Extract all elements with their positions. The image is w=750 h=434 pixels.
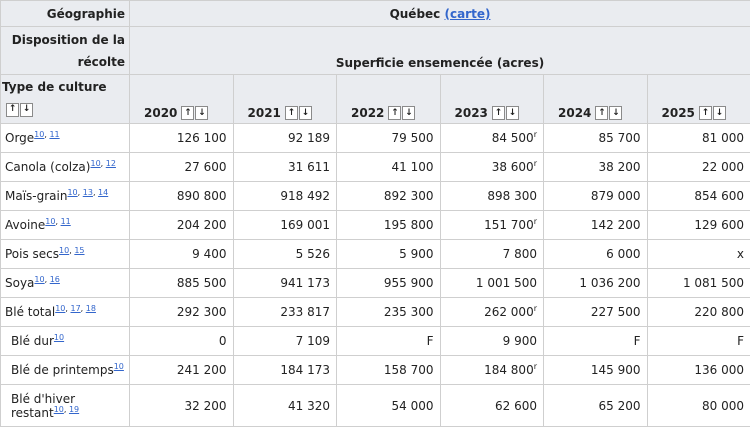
- cell-value: 1 001 500: [475, 276, 537, 290]
- value-cell: [130, 356, 234, 385]
- sort-descending-icon[interactable]: ↓: [195, 106, 208, 120]
- value-cell: [647, 327, 750, 356]
- cell-value: 5 526: [295, 247, 330, 261]
- sort-ascending-icon[interactable]: ↑: [388, 106, 401, 120]
- cell-value: 204 200: [176, 218, 227, 232]
- cell-value: 9 900: [502, 334, 537, 348]
- cell-value: 184 800: [484, 363, 534, 377]
- value-cell: [233, 240, 337, 269]
- cell-value: 81 000: [702, 131, 745, 145]
- crop-name: Pois secs: [5, 247, 60, 261]
- crop-name-cell: Maïs-grain$^{10,}$ $^{13,}$ $^{14}$: [1, 182, 130, 211]
- cell-value: 129 600: [694, 218, 745, 232]
- cell-value: 292 300: [176, 305, 227, 319]
- cell-value: 941 173: [280, 276, 330, 290]
- year-label: 2023: [454, 105, 488, 120]
- value-cell: [233, 385, 337, 427]
- value-cell: [440, 298, 544, 327]
- revised-flag: r: [533, 159, 537, 168]
- cell-value: 136 000: [694, 363, 745, 377]
- value-cell: [647, 153, 750, 182]
- crop-name-cell: [1, 356, 130, 385]
- cell-value: F: [737, 334, 745, 348]
- sort-descending-icon[interactable]: ↓: [609, 106, 622, 120]
- crop-name-cell: Blé total$^{10,}$ $^{17,}$ $^{18}$: [1, 298, 130, 327]
- value-cell: [647, 182, 750, 211]
- year-sort: [491, 106, 519, 120]
- crop-name: Blé d'hiver restant: [11, 391, 76, 420]
- footnote-ref[interactable]: 11: [49, 130, 60, 139]
- table-row: [1, 385, 750, 427]
- crop-name: Blé total: [5, 305, 56, 319]
- revised-flag: r: [533, 130, 537, 139]
- footnote-ref[interactable]: 10: [90, 159, 101, 168]
- footnote-ref[interactable]: 10: [53, 333, 65, 342]
- cell-value: 879 000: [590, 189, 641, 203]
- year-sort: [284, 106, 312, 120]
- value-cell: [647, 211, 750, 240]
- value-cell: [130, 298, 234, 327]
- cell-value: 85 700: [598, 131, 641, 145]
- cell-value: 892 300: [383, 189, 434, 203]
- crop-name-cell: Blé d'hiver restant$^{10,}$ $^{19}$: [1, 385, 130, 427]
- sort-ascending-icon[interactable]: ↑: [595, 106, 608, 120]
- table-row: [1, 298, 750, 327]
- cell-value: 38 200: [598, 160, 641, 174]
- year-label: 2020: [144, 105, 178, 120]
- value-cell: [544, 298, 648, 327]
- cell-value: 9 400: [192, 247, 227, 261]
- sort-descending-icon[interactable]: ↓: [20, 103, 33, 117]
- value-cell: [647, 124, 750, 153]
- cell-value: 22 000: [702, 160, 745, 174]
- crop-name-cell: Soya$^{10,}$ $^{16}$: [1, 269, 130, 298]
- disposition-label: Disposition de la récolte: [1, 27, 130, 75]
- cell-value: 62 600: [495, 398, 537, 413]
- table-row: [1, 356, 750, 385]
- value-cell: [440, 124, 544, 153]
- cell-value: 6 000: [606, 247, 641, 261]
- cell-value: 1 081 500: [682, 276, 745, 290]
- crop-type-sort: [5, 103, 33, 117]
- value-cell: [233, 327, 337, 356]
- value-cell: [544, 211, 648, 240]
- cell-value: 262 000: [484, 305, 534, 319]
- value-cell: [440, 385, 544, 427]
- geography-value-cell: [130, 1, 750, 27]
- crop-name: Avoine: [5, 218, 46, 232]
- table-row: [1, 327, 750, 356]
- footnote-ref[interactable]: 10: [67, 188, 78, 197]
- cell-value: 918 492: [280, 189, 330, 203]
- value-cell: [337, 211, 441, 240]
- value-cell: [544, 124, 648, 153]
- value-cell: [544, 153, 648, 182]
- cell-value: 27 600: [184, 160, 227, 174]
- value-cell: [337, 153, 441, 182]
- year-sort: [387, 106, 415, 120]
- cell-value: 151 700: [484, 218, 534, 232]
- value-cell: [440, 356, 544, 385]
- crop-name-cell: Avoine$^{10,}$ $^{11}$: [1, 211, 130, 240]
- value-cell: [544, 356, 648, 385]
- year-label: 2025: [661, 105, 695, 120]
- value-cell: [130, 153, 234, 182]
- value-cell: [233, 269, 337, 298]
- cell-value: 169 001: [280, 218, 330, 232]
- footnote-ref[interactable]: 19: [68, 404, 80, 414]
- value-cell: [440, 153, 544, 182]
- cell-value: 885 500: [176, 276, 227, 290]
- table-row: [1, 211, 750, 240]
- crop-name-cell: Pois secs$^{10,}$ $^{15}$: [1, 240, 130, 269]
- sort-ascending-icon[interactable]: ↑: [181, 106, 194, 120]
- cell-value: 80 000: [702, 398, 745, 413]
- value-cell: [130, 124, 234, 153]
- value-cell: [440, 182, 544, 211]
- cell-value: 7 800: [502, 247, 537, 261]
- cell-value: 7 109: [295, 334, 330, 348]
- value-cell: [130, 327, 234, 356]
- year-header-2023: [440, 75, 544, 124]
- value-cell: [544, 327, 648, 356]
- cell-value: 79 500: [391, 131, 434, 145]
- footnote-ref[interactable]: 15: [74, 246, 85, 255]
- cell-value: 227 500: [590, 305, 641, 319]
- footnote-ref[interactable]: 10: [59, 246, 70, 255]
- value-cell: [337, 240, 441, 269]
- value-cell: [337, 356, 441, 385]
- cell-value: 41 100: [391, 160, 434, 174]
- footnote-ref[interactable]: 16: [49, 275, 60, 284]
- value-cell: [337, 298, 441, 327]
- value-cell: [337, 327, 441, 356]
- value-cell: [337, 269, 441, 298]
- cell-value: 84 500: [491, 131, 534, 145]
- crop-name: Canola (colza): [5, 160, 91, 174]
- sort-ascending-icon[interactable]: ↑: [285, 106, 298, 120]
- value-cell: [233, 211, 337, 240]
- crop-name: Orge: [5, 131, 35, 145]
- cell-value: 5 900: [399, 247, 434, 261]
- sort-ascending-icon[interactable]: ↑: [699, 106, 712, 120]
- cell-value: 32 200: [184, 398, 227, 413]
- year-label: 2024: [558, 105, 592, 120]
- footnote-ref[interactable]: 10: [55, 304, 66, 313]
- cell-value: x: [736, 247, 745, 261]
- footnote-ref[interactable]: 10: [113, 362, 124, 371]
- cell-value: 235 300: [383, 305, 434, 319]
- footnote-ref[interactable]: 10: [34, 275, 45, 284]
- value-cell: [647, 269, 750, 298]
- value-cell: [233, 356, 337, 385]
- crop-name-cell: Orge$^{10,}$ $^{11}$: [1, 124, 130, 153]
- table-row: [1, 153, 750, 182]
- cell-value: 142 200: [590, 218, 641, 232]
- value-cell: [440, 240, 544, 269]
- revised-flag: r: [533, 362, 537, 371]
- geography-value: Québec: [389, 6, 441, 21]
- year-sort: [698, 106, 726, 120]
- crop-name: Soya: [5, 276, 35, 290]
- value-cell: [544, 240, 648, 269]
- value-cell: [440, 327, 544, 356]
- value-cell: [647, 298, 750, 327]
- footnote-ref[interactable]: 11: [60, 217, 71, 226]
- value-cell: [647, 385, 750, 427]
- crop-name-cell: [1, 327, 130, 356]
- value-cell: [233, 124, 337, 153]
- cell-value: 241 200: [176, 363, 227, 377]
- cell-value: 184 173: [280, 363, 330, 377]
- sort-ascending-icon[interactable]: ↑: [492, 106, 505, 120]
- map-link[interactable]: (carte): [444, 6, 491, 21]
- table-row: [1, 182, 750, 211]
- table-row: [1, 124, 750, 153]
- crop-name-cell: Canola (colza)$^{10,}$ $^{12}$: [1, 153, 130, 182]
- crop-name: Maïs-grain: [5, 189, 68, 203]
- year-label: 2021: [247, 105, 281, 120]
- value-cell: [440, 269, 544, 298]
- footnote-ref[interactable]: 18: [85, 304, 96, 313]
- value-cell: [544, 385, 648, 427]
- cell-value: 158 700: [383, 363, 434, 377]
- year-header-2021: [233, 75, 337, 124]
- footnote-ref[interactable]: 12: [105, 159, 116, 168]
- year-header-2022: [337, 75, 441, 124]
- cell-value: 1 036 200: [579, 276, 641, 290]
- cell-value: 890 800: [176, 189, 227, 203]
- crop-type-label: Type de culture: [2, 80, 107, 94]
- value-cell: [130, 182, 234, 211]
- year-header-2025: [647, 75, 750, 124]
- value-cell: [233, 153, 337, 182]
- footnote-ref[interactable]: 10: [45, 217, 56, 226]
- sort-descending-icon[interactable]: ↓: [402, 106, 415, 120]
- value-cell: [647, 240, 750, 269]
- table-row: [1, 269, 750, 298]
- value-cell: [130, 269, 234, 298]
- sort-ascending-icon[interactable]: ↑: [6, 103, 19, 117]
- value-cell: [337, 385, 441, 427]
- cell-value: 92 189: [288, 131, 330, 145]
- value-cell: [337, 182, 441, 211]
- cell-value: 0: [218, 334, 227, 348]
- cell-value: 38 600: [491, 160, 534, 174]
- cell-value: 854 600: [694, 189, 745, 203]
- value-cell: [233, 298, 337, 327]
- value-cell: [647, 356, 750, 385]
- year-header-2020: [130, 75, 234, 124]
- year-sort: [180, 106, 208, 120]
- value-cell: [440, 211, 544, 240]
- year-sort: [594, 106, 622, 120]
- value-cell: [130, 240, 234, 269]
- cell-value: 220 800: [694, 305, 745, 319]
- footnote-ref[interactable]: 10: [53, 404, 64, 414]
- value-cell: [130, 211, 234, 240]
- crop-name: Blé dur: [11, 334, 54, 348]
- value-cell: [544, 182, 648, 211]
- measure-label: Superficie ensemencée (acres): [130, 27, 750, 75]
- value-cell: [337, 124, 441, 153]
- footnote-ref[interactable]: 17: [70, 304, 81, 313]
- cell-value: 41 320: [288, 398, 330, 413]
- cell-value: 126 100: [176, 131, 227, 145]
- year-header-2024: [544, 75, 648, 124]
- footnote-ref[interactable]: 10: [34, 130, 45, 139]
- revised-flag: r: [533, 217, 537, 226]
- footnote-ref[interactable]: 13: [82, 188, 93, 197]
- cell-value: 955 900: [383, 276, 434, 290]
- crop-type-header: [1, 75, 130, 124]
- value-cell: [233, 182, 337, 211]
- geography-label: Géographie: [1, 1, 130, 27]
- sort-descending-icon[interactable]: ↓: [506, 106, 519, 120]
- cell-value: 233 817: [280, 305, 330, 319]
- cell-value: 195 800: [383, 218, 434, 232]
- cell-value: 65 200: [598, 398, 641, 413]
- cell-value: F: [426, 334, 434, 348]
- sort-descending-icon[interactable]: ↓: [299, 106, 312, 120]
- year-label: 2022: [351, 105, 385, 120]
- cell-value: 31 611: [288, 160, 330, 174]
- value-cell: [544, 269, 648, 298]
- cell-value: F: [633, 334, 641, 348]
- footnote-ref[interactable]: 14: [98, 188, 109, 197]
- value-cell: [130, 385, 234, 427]
- table-row: [1, 240, 750, 269]
- cell-value: 54 000: [391, 398, 434, 413]
- sort-descending-icon[interactable]: ↓: [713, 106, 726, 120]
- revised-flag: r: [533, 304, 537, 313]
- crop-name: Blé de printemps: [11, 363, 114, 377]
- cell-value: 898 300: [487, 189, 537, 203]
- cell-value: 145 900: [590, 363, 641, 377]
